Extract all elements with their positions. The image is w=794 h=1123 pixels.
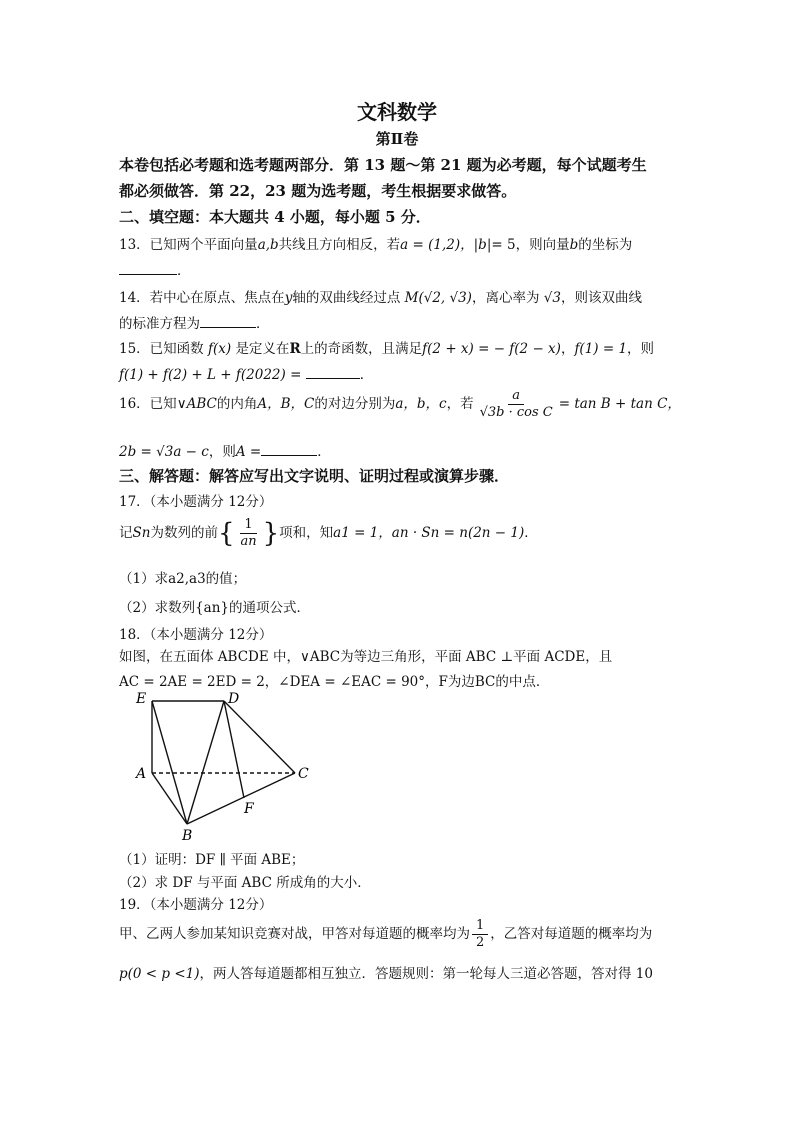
answer-blank[interactable]: [261, 443, 317, 456]
edge-DC: [224, 701, 295, 773]
q13-line-2: ．: [119, 259, 191, 279]
q17-part-1: （1）求a2,a3的值；: [119, 571, 247, 587]
section-2-heading: 二、填空题：本大题共 4 小题，每小题 5 分．: [119, 208, 431, 226]
answer-blank[interactable]: [200, 315, 256, 328]
q17-part-2: （2）求数列{an}的通项公式．: [119, 600, 311, 616]
edge-AB: [152, 773, 187, 824]
answer-blank[interactable]: [119, 262, 177, 275]
label-D: D: [228, 691, 240, 707]
intro-line-1: 本卷包括必考题和选考题两部分．第 13 题～第 21 题为必考题，每个试题考生: [119, 156, 647, 174]
q16-line-2: 2b = √3a − c，则A = ．: [119, 444, 331, 460]
q17-line-1: 记Sn为数列的前{ $\frac{1}{an}$ }项和，知a1 = 1，an · Sn = n(2n − 1)．: [119, 517, 538, 549]
page-subtitle: 第Ⅱ卷: [375, 130, 419, 148]
q16-line-1: 16．已知∨ABC的内角A，B，C的对边分别为a，b，c，若 $\frac{a}{\text{√3b · cos C}}$ = tan B + tan C，: [119, 388, 681, 420]
q18-header: 18．（本小题满分 12分）: [119, 627, 273, 643]
page-title: 文科数学: [357, 100, 437, 124]
q14-line-2: 的标准方程为 ．: [119, 316, 270, 332]
q18-part-2: （2）求 DF 与平面 ABC 所成角的大小．: [119, 875, 371, 891]
answer-blank[interactable]: [306, 366, 360, 379]
q17-header: 17．（本小题满分 12分）: [119, 494, 273, 510]
q19-line-2: p(0 < p <1)，两人答每道题都相互独立．答题规则：第一轮每人三道必答题，答对得 10: [119, 966, 653, 982]
q16-fraction: $\frac{a}{\text{√3b · cos C}}$: [479, 388, 553, 420]
q19-line-1: 甲、乙两人参加某知识竞赛对战，甲答对每道题的概率均为 $\frac{1}{2}$ ，乙答对每道题的概率均为: [119, 918, 653, 950]
label-C: C: [298, 766, 309, 782]
q18-line-1: 如图，在五面体 ABCDE 中，∨ABC为等边三角形，平面 ABC ⊥平面 ACDE，且: [119, 649, 613, 665]
q14-line-1: 14．若中心在原点、焦点在y轴的双曲线经过点 M(√2, √3)，离心率为 √3，则该双曲线: [119, 290, 642, 306]
q13-vectors: a,b: [257, 237, 279, 253]
label-F: F: [244, 801, 254, 817]
q15-line-1: 15．已知函数 f(x) 是定义在R上的奇函数，且满足f(2 + x) = − f(2 − x)，f(1) = 1，则: [119, 341, 655, 357]
q18-line-2: AC = 2AE = 2ED = 2，∠DEA = ∠EAC = 90°，F为边BC的中点．: [119, 674, 550, 690]
q17-fraction: $\frac{1}{an}$: [240, 517, 257, 549]
label-E: E: [136, 691, 147, 707]
label-B: B: [182, 828, 193, 844]
q18-part-1: （1）证明：DF ∥ 平面 ABE；: [119, 852, 305, 868]
q19-fraction: $\frac{1}{2}$: [472, 918, 488, 951]
q15-line-2: f(1) + f(2) + L + f(2022) = ．: [119, 367, 374, 383]
q13-line-1: 13．已知两个平面向量a,b共线且方向相反，若a = (1,2)，|b|= 5，则向量b的坐标为: [119, 237, 633, 253]
section-3-heading: 三、解答题：解答应写出文字说明、证明过程或演算步骤．: [119, 467, 510, 485]
pentahedron-figure: [120, 686, 330, 844]
edge-DF: [224, 701, 244, 798]
intro-line-2: 都必须做答．第 22，23 题为选考题，考生根据要求做答。: [119, 182, 517, 200]
q19-header: 19．（本小题满分 12分）: [119, 897, 273, 913]
edge-EB: [152, 701, 187, 824]
label-A: A: [136, 766, 147, 782]
edge-DB: [187, 701, 224, 824]
